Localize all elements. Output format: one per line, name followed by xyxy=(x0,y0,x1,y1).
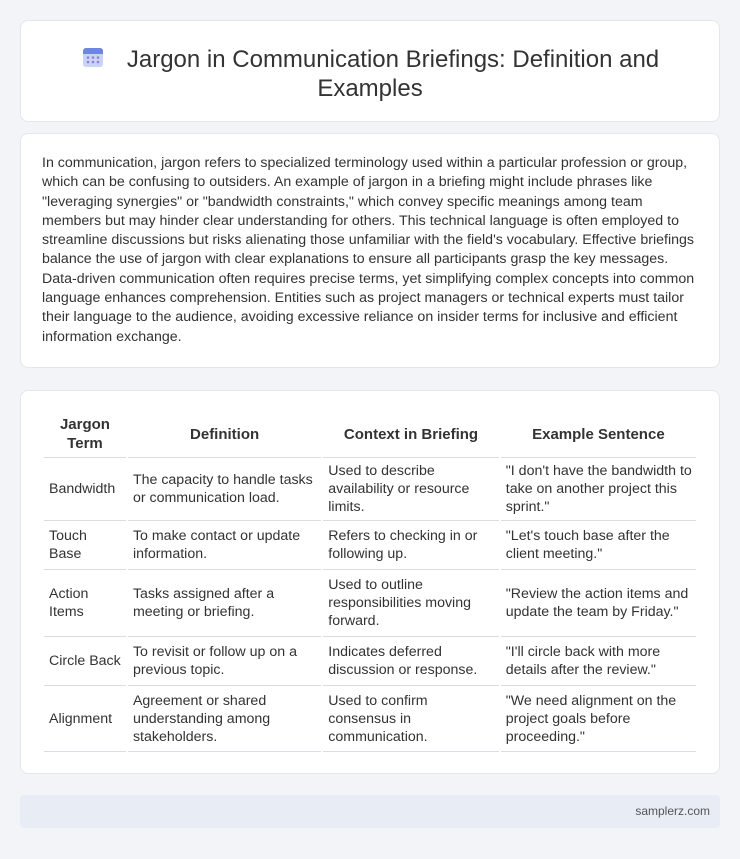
cell-example: "I'll circle back with more details after the review." xyxy=(501,636,696,685)
intro-paragraph: In communication, jargon refers to specialized terminology used within a particular profession or group, which can be confusing to outsiders. An example of jargon in a briefing might include phrases like "leveraging synergies" or "bandwidth constraints," which convey specific meanings among team members but may hinder clear understanding for others. This technical language is often employed to streamline discussions but risks alienating those unfamiliar with the field's vocabulary. Effective briefings balance the use of jargon with clear explanations to ensure all participants grasp the key messages. Data-driven communication often requires precise terms, yet simplifying complex concepts into common language enhances comprehension. Entities such as project managers or technical experts must tailor their language to the audience, avoiding excessive reliance on insider terms for inclusive and efficient information exchange. xyxy=(42,155,695,345)
table-row xyxy=(44,636,696,685)
cell-example: "Let's touch base after the client meeting." xyxy=(501,520,696,569)
cell-term: Touch Base xyxy=(44,520,126,569)
title-line-1: Jargon in Communication Briefings: Definition and xyxy=(126,46,660,73)
title-card xyxy=(20,20,720,122)
calendar-icon xyxy=(81,45,105,69)
cell-context: Indicates deferred discussion or response. xyxy=(323,636,499,685)
table-row xyxy=(44,685,696,752)
header-definition: Definition xyxy=(190,425,260,443)
header-jargon-term: Jargon Term xyxy=(59,416,110,452)
table-header-row xyxy=(44,411,696,457)
cell-example: "Review the action items and update the team by Friday." xyxy=(501,569,696,636)
intro-card xyxy=(20,133,720,368)
table-row xyxy=(44,520,696,569)
cell-term: Alignment xyxy=(44,685,126,752)
cell-term: Action Items xyxy=(44,569,126,636)
table-row xyxy=(44,569,696,636)
footer-site-link[interactable]: samplerz.com xyxy=(635,804,710,818)
cell-term: Bandwidth xyxy=(44,457,126,520)
footer-bar xyxy=(20,795,720,828)
header-example: Example Sentence xyxy=(532,425,665,443)
table-row xyxy=(44,457,696,520)
cell-context: Used to describe availability or resource limits. xyxy=(323,457,499,520)
cell-context: Used to confirm consensus in communication. xyxy=(323,685,499,752)
cell-definition: To make contact or update information. xyxy=(128,520,321,569)
cell-definition: The capacity to handle tasks or communication load. xyxy=(128,457,321,520)
cell-term: Circle Back xyxy=(44,636,126,685)
cell-context: Refers to checking in or following up. xyxy=(323,520,499,569)
cell-definition: Agreement or shared understanding among stakeholders. xyxy=(128,685,321,752)
cell-definition: Tasks assigned after a meeting or briefing. xyxy=(128,569,321,636)
cell-example: "We need alignment on the project goals before proceeding." xyxy=(501,685,696,752)
header-context: Context in Briefing xyxy=(343,425,479,443)
table-card xyxy=(20,390,720,774)
cell-definition: To revisit or follow up on a previous topic. xyxy=(128,636,321,685)
title-line-2: Examples xyxy=(317,75,423,102)
cell-context: Used to outline responsibilities moving forward. xyxy=(323,569,499,636)
jargon-table xyxy=(42,411,698,752)
page-title xyxy=(21,45,719,103)
cell-example: "I don't have the bandwidth to take on another project this sprint." xyxy=(501,457,696,520)
